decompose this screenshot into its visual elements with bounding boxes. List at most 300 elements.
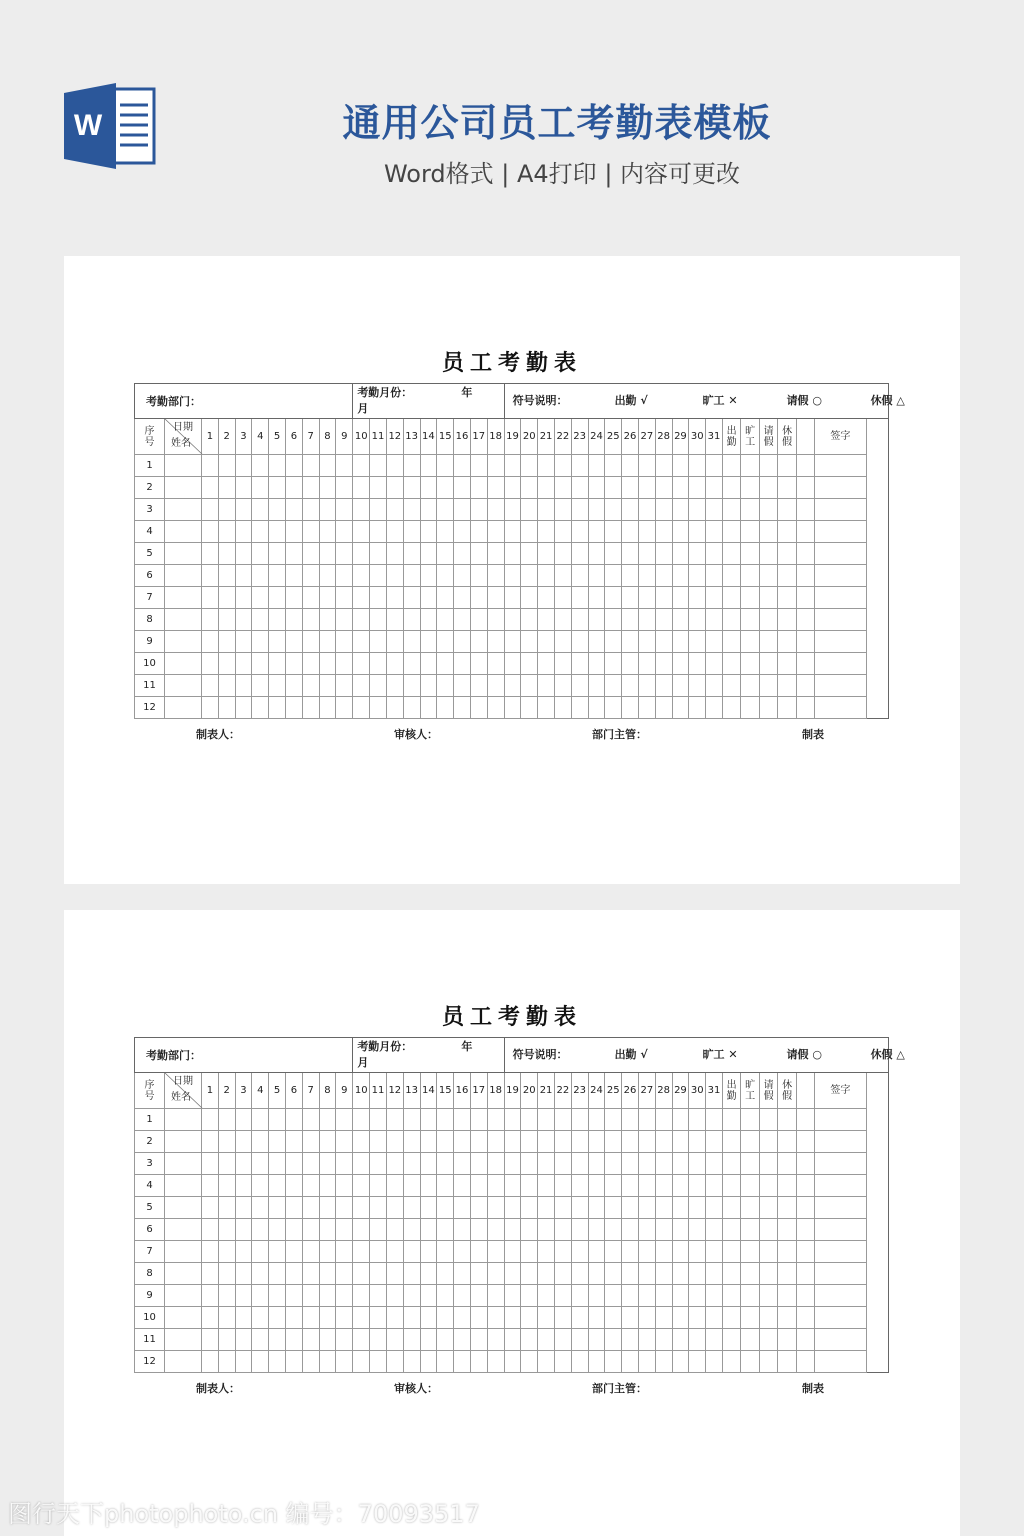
attendance-cell[interactable] (302, 1285, 319, 1307)
attendance-cell[interactable] (722, 477, 741, 499)
name-cell[interactable] (165, 521, 202, 543)
attendance-cell[interactable] (336, 675, 353, 697)
attendance-cell[interactable] (420, 521, 437, 543)
attendance-cell[interactable] (437, 587, 454, 609)
attendance-cell[interactable] (370, 1109, 387, 1131)
attendance-cell[interactable] (741, 455, 760, 477)
attendance-cell[interactable] (689, 1153, 706, 1175)
attendance-cell[interactable] (218, 1175, 235, 1197)
attendance-cell[interactable] (672, 1329, 689, 1351)
attendance-cell[interactable] (386, 1241, 403, 1263)
attendance-cell[interactable] (252, 499, 269, 521)
attendance-cell[interactable] (252, 1109, 269, 1131)
attendance-cell[interactable] (622, 1109, 639, 1131)
attendance-cell[interactable] (672, 477, 689, 499)
attendance-cell[interactable] (336, 631, 353, 653)
attendance-cell[interactable] (706, 521, 723, 543)
attendance-cell[interactable] (302, 1219, 319, 1241)
attendance-cell[interactable] (741, 1197, 760, 1219)
attendance-cell[interactable] (722, 675, 741, 697)
attendance-cell[interactable] (759, 631, 778, 653)
attendance-cell[interactable] (235, 455, 252, 477)
attendance-cell[interactable] (689, 455, 706, 477)
attendance-cell[interactable] (814, 653, 866, 675)
attendance-cell[interactable] (470, 1241, 487, 1263)
attendance-cell[interactable] (353, 543, 370, 565)
attendance-cell[interactable] (605, 477, 622, 499)
attendance-cell[interactable] (252, 1153, 269, 1175)
attendance-cell[interactable] (420, 609, 437, 631)
attendance-cell[interactable] (706, 543, 723, 565)
attendance-cell[interactable] (672, 675, 689, 697)
attendance-cell[interactable] (796, 587, 814, 609)
attendance-cell[interactable] (814, 1307, 866, 1329)
attendance-cell[interactable] (437, 1131, 454, 1153)
attendance-cell[interactable] (706, 1351, 723, 1373)
attendance-cell[interactable] (722, 499, 741, 521)
attendance-cell[interactable] (235, 697, 252, 719)
attendance-cell[interactable] (454, 1109, 471, 1131)
attendance-cell[interactable] (319, 1241, 336, 1263)
attendance-cell[interactable] (420, 1175, 437, 1197)
attendance-cell[interactable] (706, 675, 723, 697)
attendance-cell[interactable] (538, 1263, 555, 1285)
attendance-cell[interactable] (487, 1197, 504, 1219)
attendance-cell[interactable] (722, 653, 741, 675)
attendance-cell[interactable] (386, 455, 403, 477)
attendance-cell[interactable] (554, 1263, 571, 1285)
attendance-cell[interactable] (218, 1219, 235, 1241)
attendance-cell[interactable] (722, 521, 741, 543)
attendance-cell[interactable] (689, 697, 706, 719)
attendance-cell[interactable] (235, 477, 252, 499)
attendance-cell[interactable] (252, 1351, 269, 1373)
attendance-cell[interactable] (554, 477, 571, 499)
attendance-cell[interactable] (218, 609, 235, 631)
attendance-cell[interactable] (370, 1263, 387, 1285)
attendance-cell[interactable] (741, 543, 760, 565)
attendance-cell[interactable] (722, 1329, 741, 1351)
attendance-cell[interactable] (741, 1109, 760, 1131)
attendance-cell[interactable] (454, 1175, 471, 1197)
attendance-cell[interactable] (706, 499, 723, 521)
attendance-cell[interactable] (796, 1197, 814, 1219)
attendance-cell[interactable] (759, 1285, 778, 1307)
attendance-cell[interactable] (353, 653, 370, 675)
attendance-cell[interactable] (655, 697, 672, 719)
attendance-cell[interactable] (319, 1197, 336, 1219)
attendance-cell[interactable] (336, 1285, 353, 1307)
attendance-cell[interactable] (403, 609, 420, 631)
attendance-cell[interactable] (218, 1351, 235, 1373)
attendance-cell[interactable] (420, 477, 437, 499)
attendance-cell[interactable] (741, 1175, 760, 1197)
attendance-cell[interactable] (353, 1197, 370, 1219)
attendance-cell[interactable] (778, 675, 797, 697)
attendance-cell[interactable] (605, 1307, 622, 1329)
attendance-cell[interactable] (722, 631, 741, 653)
attendance-cell[interactable] (796, 1307, 814, 1329)
attendance-cell[interactable] (638, 521, 655, 543)
attendance-cell[interactable] (403, 455, 420, 477)
attendance-cell[interactable] (689, 1109, 706, 1131)
attendance-cell[interactable] (336, 543, 353, 565)
attendance-cell[interactable] (706, 1285, 723, 1307)
attendance-cell[interactable] (706, 477, 723, 499)
attendance-cell[interactable] (571, 455, 588, 477)
attendance-cell[interactable] (538, 587, 555, 609)
attendance-cell[interactable] (285, 675, 302, 697)
attendance-cell[interactable] (814, 565, 866, 587)
attendance-cell[interactable] (370, 675, 387, 697)
attendance-cell[interactable] (302, 587, 319, 609)
attendance-cell[interactable] (571, 1285, 588, 1307)
attendance-cell[interactable] (538, 697, 555, 719)
attendance-cell[interactable] (285, 1329, 302, 1351)
attendance-cell[interactable] (759, 1197, 778, 1219)
attendance-cell[interactable] (302, 1307, 319, 1329)
attendance-cell[interactable] (538, 1153, 555, 1175)
attendance-cell[interactable] (759, 609, 778, 631)
attendance-cell[interactable] (638, 477, 655, 499)
attendance-cell[interactable] (454, 455, 471, 477)
attendance-cell[interactable] (689, 477, 706, 499)
attendance-cell[interactable] (689, 675, 706, 697)
attendance-cell[interactable] (386, 1219, 403, 1241)
attendance-cell[interactable] (403, 1109, 420, 1131)
attendance-cell[interactable] (420, 1153, 437, 1175)
attendance-cell[interactable] (403, 675, 420, 697)
attendance-cell[interactable] (689, 521, 706, 543)
attendance-cell[interactable] (336, 1241, 353, 1263)
attendance-cell[interactable] (202, 697, 219, 719)
attendance-cell[interactable] (336, 1263, 353, 1285)
attendance-cell[interactable] (269, 499, 286, 521)
attendance-cell[interactable] (588, 1219, 605, 1241)
attendance-cell[interactable] (420, 565, 437, 587)
attendance-cell[interactable] (504, 1285, 521, 1307)
attendance-cell[interactable] (420, 1219, 437, 1241)
attendance-cell[interactable] (588, 631, 605, 653)
attendance-cell[interactable] (538, 1241, 555, 1263)
attendance-cell[interactable] (235, 1131, 252, 1153)
attendance-cell[interactable] (302, 1131, 319, 1153)
attendance-cell[interactable] (218, 477, 235, 499)
attendance-cell[interactable] (554, 543, 571, 565)
attendance-cell[interactable] (218, 1241, 235, 1263)
attendance-cell[interactable] (218, 1307, 235, 1329)
attendance-cell[interactable] (778, 1153, 797, 1175)
attendance-cell[interactable] (202, 499, 219, 521)
attendance-cell[interactable] (470, 499, 487, 521)
name-cell[interactable] (165, 631, 202, 653)
attendance-cell[interactable] (778, 1329, 797, 1351)
attendance-cell[interactable] (672, 653, 689, 675)
attendance-cell[interactable] (370, 1153, 387, 1175)
attendance-cell[interactable] (554, 675, 571, 697)
attendance-cell[interactable] (504, 1175, 521, 1197)
attendance-cell[interactable] (420, 1285, 437, 1307)
attendance-cell[interactable] (504, 1241, 521, 1263)
attendance-cell[interactable] (235, 1109, 252, 1131)
name-cell[interactable] (165, 565, 202, 587)
attendance-cell[interactable] (706, 631, 723, 653)
attendance-cell[interactable] (285, 609, 302, 631)
attendance-cell[interactable] (796, 1241, 814, 1263)
attendance-cell[interactable] (706, 609, 723, 631)
attendance-cell[interactable] (759, 1109, 778, 1131)
attendance-cell[interactable] (741, 1263, 760, 1285)
attendance-cell[interactable] (454, 1351, 471, 1373)
attendance-cell[interactable] (386, 1263, 403, 1285)
attendance-cell[interactable] (655, 631, 672, 653)
attendance-cell[interactable] (235, 653, 252, 675)
attendance-cell[interactable] (706, 1109, 723, 1131)
attendance-cell[interactable] (403, 587, 420, 609)
attendance-cell[interactable] (638, 1263, 655, 1285)
attendance-cell[interactable] (622, 1175, 639, 1197)
attendance-cell[interactable] (638, 587, 655, 609)
attendance-cell[interactable] (796, 609, 814, 631)
attendance-cell[interactable] (571, 1153, 588, 1175)
attendance-cell[interactable] (571, 1175, 588, 1197)
attendance-cell[interactable] (588, 609, 605, 631)
attendance-cell[interactable] (285, 697, 302, 719)
attendance-cell[interactable] (269, 587, 286, 609)
attendance-cell[interactable] (672, 1109, 689, 1131)
attendance-cell[interactable] (202, 521, 219, 543)
attendance-cell[interactable] (202, 455, 219, 477)
attendance-cell[interactable] (437, 653, 454, 675)
attendance-cell[interactable] (521, 1307, 538, 1329)
attendance-cell[interactable] (672, 1219, 689, 1241)
attendance-cell[interactable] (336, 1109, 353, 1131)
attendance-cell[interactable] (706, 653, 723, 675)
attendance-cell[interactable] (605, 565, 622, 587)
attendance-cell[interactable] (655, 1329, 672, 1351)
attendance-cell[interactable] (554, 521, 571, 543)
attendance-cell[interactable] (487, 1131, 504, 1153)
attendance-cell[interactable] (759, 1351, 778, 1373)
attendance-cell[interactable] (504, 1153, 521, 1175)
attendance-cell[interactable] (370, 609, 387, 631)
attendance-cell[interactable] (353, 1351, 370, 1373)
attendance-cell[interactable] (470, 477, 487, 499)
attendance-cell[interactable] (538, 1197, 555, 1219)
attendance-cell[interactable] (302, 631, 319, 653)
attendance-cell[interactable] (437, 499, 454, 521)
name-cell[interactable] (165, 653, 202, 675)
attendance-cell[interactable] (814, 1351, 866, 1373)
attendance-cell[interactable] (302, 609, 319, 631)
attendance-cell[interactable] (638, 653, 655, 675)
attendance-cell[interactable] (454, 653, 471, 675)
attendance-cell[interactable] (538, 521, 555, 543)
attendance-cell[interactable] (269, 1285, 286, 1307)
attendance-cell[interactable] (672, 697, 689, 719)
attendance-cell[interactable] (370, 1131, 387, 1153)
attendance-cell[interactable] (437, 1285, 454, 1307)
attendance-cell[interactable] (202, 675, 219, 697)
attendance-cell[interactable] (403, 1263, 420, 1285)
attendance-cell[interactable] (403, 653, 420, 675)
attendance-cell[interactable] (622, 1263, 639, 1285)
attendance-cell[interactable] (302, 697, 319, 719)
attendance-cell[interactable] (722, 1131, 741, 1153)
attendance-cell[interactable] (252, 1197, 269, 1219)
attendance-cell[interactable] (588, 653, 605, 675)
attendance-cell[interactable] (285, 1219, 302, 1241)
attendance-cell[interactable] (420, 1197, 437, 1219)
attendance-cell[interactable] (741, 499, 760, 521)
attendance-cell[interactable] (588, 455, 605, 477)
attendance-cell[interactable] (370, 543, 387, 565)
attendance-cell[interactable] (437, 477, 454, 499)
attendance-cell[interactable] (655, 1197, 672, 1219)
attendance-cell[interactable] (521, 1175, 538, 1197)
attendance-cell[interactable] (336, 1307, 353, 1329)
attendance-cell[interactable] (571, 1197, 588, 1219)
attendance-cell[interactable] (319, 1329, 336, 1351)
attendance-cell[interactable] (370, 1175, 387, 1197)
attendance-cell[interactable] (252, 1241, 269, 1263)
attendance-cell[interactable] (235, 587, 252, 609)
attendance-cell[interactable] (285, 587, 302, 609)
attendance-cell[interactable] (386, 675, 403, 697)
attendance-cell[interactable] (470, 1285, 487, 1307)
attendance-cell[interactable] (470, 1197, 487, 1219)
attendance-cell[interactable] (588, 543, 605, 565)
attendance-cell[interactable] (759, 477, 778, 499)
attendance-cell[interactable] (336, 499, 353, 521)
attendance-cell[interactable] (437, 675, 454, 697)
attendance-cell[interactable] (796, 1219, 814, 1241)
attendance-cell[interactable] (554, 1109, 571, 1131)
attendance-cell[interactable] (269, 1351, 286, 1373)
attendance-cell[interactable] (470, 587, 487, 609)
attendance-cell[interactable] (571, 543, 588, 565)
attendance-cell[interactable] (571, 477, 588, 499)
attendance-cell[interactable] (504, 499, 521, 521)
attendance-cell[interactable] (487, 1219, 504, 1241)
attendance-cell[interactable] (269, 1197, 286, 1219)
attendance-cell[interactable] (538, 543, 555, 565)
attendance-cell[interactable] (269, 543, 286, 565)
attendance-cell[interactable] (319, 565, 336, 587)
attendance-cell[interactable] (302, 1351, 319, 1373)
attendance-cell[interactable] (622, 543, 639, 565)
attendance-cell[interactable] (638, 1131, 655, 1153)
attendance-cell[interactable] (689, 1241, 706, 1263)
attendance-cell[interactable] (319, 1263, 336, 1285)
attendance-cell[interactable] (588, 1263, 605, 1285)
name-cell[interactable] (165, 1285, 202, 1307)
attendance-cell[interactable] (588, 1241, 605, 1263)
attendance-cell[interactable] (814, 675, 866, 697)
attendance-cell[interactable] (370, 1351, 387, 1373)
attendance-cell[interactable] (722, 1241, 741, 1263)
attendance-cell[interactable] (454, 499, 471, 521)
attendance-cell[interactable] (796, 1351, 814, 1373)
attendance-cell[interactable] (403, 631, 420, 653)
attendance-cell[interactable] (202, 1307, 219, 1329)
attendance-cell[interactable] (437, 1241, 454, 1263)
attendance-cell[interactable] (778, 1241, 797, 1263)
attendance-cell[interactable] (370, 1197, 387, 1219)
attendance-cell[interactable] (672, 1131, 689, 1153)
attendance-cell[interactable] (655, 1351, 672, 1373)
attendance-cell[interactable] (706, 1197, 723, 1219)
attendance-cell[interactable] (759, 499, 778, 521)
attendance-cell[interactable] (571, 675, 588, 697)
attendance-cell[interactable] (571, 1219, 588, 1241)
attendance-cell[interactable] (638, 1197, 655, 1219)
attendance-cell[interactable] (571, 1263, 588, 1285)
attendance-cell[interactable] (454, 1329, 471, 1351)
attendance-cell[interactable] (370, 697, 387, 719)
attendance-cell[interactable] (218, 675, 235, 697)
attendance-cell[interactable] (759, 1219, 778, 1241)
name-cell[interactable] (165, 1351, 202, 1373)
attendance-cell[interactable] (571, 1307, 588, 1329)
attendance-cell[interactable] (622, 1285, 639, 1307)
attendance-cell[interactable] (403, 1307, 420, 1329)
attendance-cell[interactable] (706, 1263, 723, 1285)
attendance-cell[interactable] (386, 1285, 403, 1307)
attendance-cell[interactable] (741, 1307, 760, 1329)
attendance-cell[interactable] (622, 1241, 639, 1263)
attendance-cell[interactable] (319, 675, 336, 697)
name-cell[interactable] (165, 1109, 202, 1131)
attendance-cell[interactable] (504, 587, 521, 609)
attendance-cell[interactable] (655, 1241, 672, 1263)
attendance-cell[interactable] (814, 499, 866, 521)
attendance-cell[interactable] (672, 609, 689, 631)
attendance-cell[interactable] (622, 1329, 639, 1351)
attendance-cell[interactable] (302, 455, 319, 477)
attendance-cell[interactable] (470, 1131, 487, 1153)
attendance-cell[interactable] (706, 1307, 723, 1329)
attendance-cell[interactable] (814, 543, 866, 565)
name-cell[interactable] (165, 455, 202, 477)
attendance-cell[interactable] (741, 477, 760, 499)
attendance-cell[interactable] (605, 1329, 622, 1351)
attendance-cell[interactable] (370, 565, 387, 587)
attendance-cell[interactable] (538, 1131, 555, 1153)
attendance-cell[interactable] (521, 1131, 538, 1153)
attendance-cell[interactable] (403, 521, 420, 543)
attendance-cell[interactable] (538, 565, 555, 587)
attendance-cell[interactable] (605, 609, 622, 631)
attendance-cell[interactable] (269, 1329, 286, 1351)
attendance-cell[interactable] (814, 477, 866, 499)
attendance-cell[interactable] (622, 565, 639, 587)
attendance-cell[interactable] (538, 609, 555, 631)
attendance-cell[interactable] (796, 543, 814, 565)
attendance-cell[interactable] (554, 1175, 571, 1197)
attendance-cell[interactable] (638, 455, 655, 477)
attendance-cell[interactable] (218, 455, 235, 477)
attendance-cell[interactable] (420, 675, 437, 697)
attendance-cell[interactable] (689, 1329, 706, 1351)
attendance-cell[interactable] (487, 587, 504, 609)
attendance-cell[interactable] (655, 609, 672, 631)
attendance-cell[interactable] (538, 1307, 555, 1329)
attendance-cell[interactable] (521, 1329, 538, 1351)
attendance-cell[interactable] (672, 1351, 689, 1373)
attendance-cell[interactable] (336, 565, 353, 587)
attendance-cell[interactable] (588, 477, 605, 499)
